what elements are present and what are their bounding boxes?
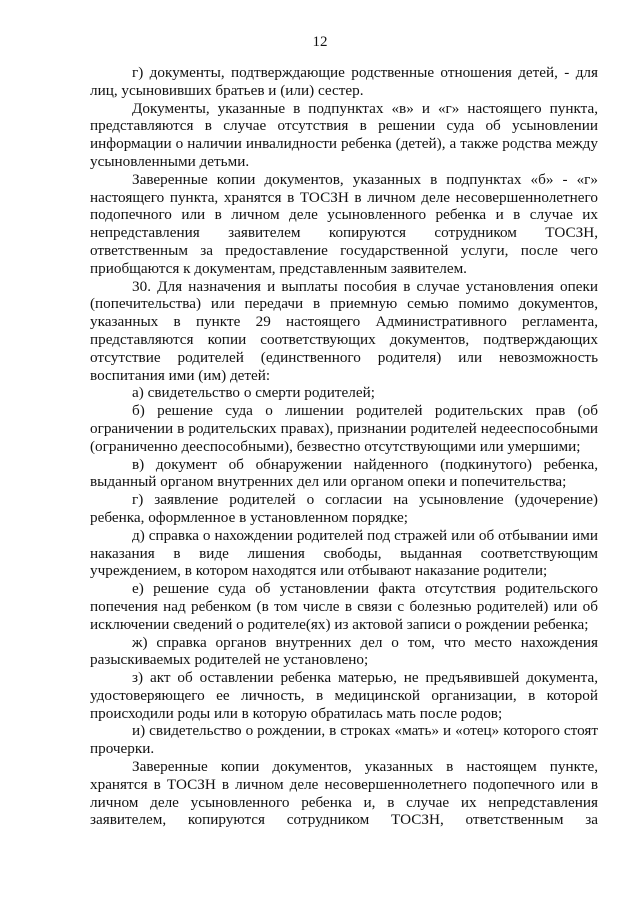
page-number: 12 bbox=[312, 34, 328, 50]
list-item-v: в) документ об обнаружении найденного (подкинутого) ребенка, выданный органом внутренних дел или органом опеки и попечительства; bbox=[90, 455, 598, 491]
list-item-b: б) решение суда о лишении родителей родительских прав (об ограничении в родительских правах), признании родителей недееспособными (ограниченно дееспособными), безвестно отсутствующими или умершими; bbox=[90, 402, 598, 455]
list-item-zh: ж) справка органов внутренних дел о том, что место нахождения разыскиваемых родителей не установлено; bbox=[90, 633, 598, 669]
list-item-i: и) свидетельство о рождении, в строках «мать» и «отец» которого стоят прочерки. bbox=[90, 722, 598, 758]
list-item-z: з) акт об оставлении ребенка матерью, не предъявившей документа, удостоверяющего ее личность, в медицинской организации, в которой происходили роды или в которую обратилась мать после родов; bbox=[90, 669, 598, 722]
paragraph-certified-copies-b-g: Заверенные копии документов, указанных в подпунктах «б» - «г» настоящего пункта, хранятся в ТОСЗН в личном деле несовершеннолетнего подопечного или в личном деле усыновленного ребенка и в случае их непредставления заявителем копируются сотрудником ТОСЗН, ответственным за предоставление государственной услуги, после чего приобщаются к документам, представленным заявителем. bbox=[90, 170, 598, 277]
paragraph-item-g-relatives: г) документы, подтверждающие родственные отношения детей, - для лиц, усыновивших братьев и (или) сестер. bbox=[90, 64, 598, 99]
list-item-a: а) свидетельство о смерти родителей; bbox=[132, 384, 375, 402]
list-item-e: е) решение суда об установлении факта отсутствия родительского попечения над ребенком (в том числе в связи с болезнью родителей) или об исключении сведений о родителе(ях) из актовой записи о рождении ребенка; bbox=[90, 580, 598, 633]
list-item-g: г) заявление родителей о согласии на усыновление (удочерение) ребенка, оформленное в установленном порядке; bbox=[90, 491, 598, 526]
paragraph-documents-v-g: Документы, указанные в подпунктах «в» и «г» настоящего пункта, представляются в случае отсутствия в решении суда об усыновлении информации о наличии инвалидности ребенка (детей), а также родства между усыновленными детьми. bbox=[90, 99, 598, 170]
paragraph-section-30: 30. Для назначения и выплаты пособия в случае установления опеки (попечительства) или передачи в приемную семью помимо документов, указанных в пункте 29 настоящего Административного регламента, представляются копии соответствующих документов, подтверждающих отсутствие родителей (единственного родителя) или невозможность воспитания ими (им) детей: bbox=[90, 277, 598, 384]
paragraph-certified-copies-final: Заверенные копии документов, указанных в настоящем пункте, хранятся в ТОСЗН в личном деле несовершеннолетнего подопечного или в личном деле усыновленного ребенка и, в случае их непредставления заявителем, копируются сотрудником ТОСЗН, ответственным за bbox=[90, 758, 598, 829]
document-body bbox=[90, 64, 598, 829]
list-item-d: д) справка о нахождении родителей под стражей или об отбывании ими наказания в виде лишения свободы, выданная соответствующим учреждением, в котором находятся или отбывают наказание родители; bbox=[90, 526, 598, 580]
